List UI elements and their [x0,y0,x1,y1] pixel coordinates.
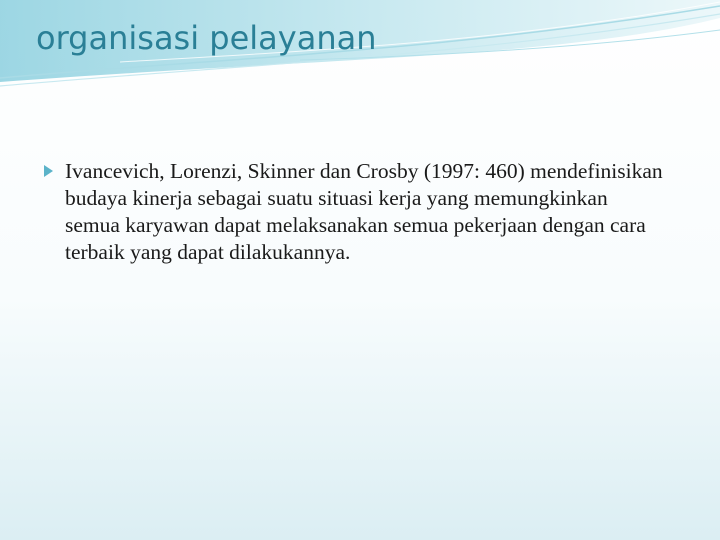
bullet-item [44,158,664,266]
slide-title: organisasi pelayanan [36,19,377,57]
triangle-bullet-icon [44,165,53,177]
bullet-text: Ivancevich, Lorenzi, Skinner dan Crosby (1997: 460) mendefinisikan budaya kinerja sebagai suatu situasi kerja yang memungkinkan semua karyawan dapat melaksanakan semua pekerjaan dengan cara terbaik yang dapat dilakukannya. [65,159,663,264]
slide-body [44,158,664,266]
